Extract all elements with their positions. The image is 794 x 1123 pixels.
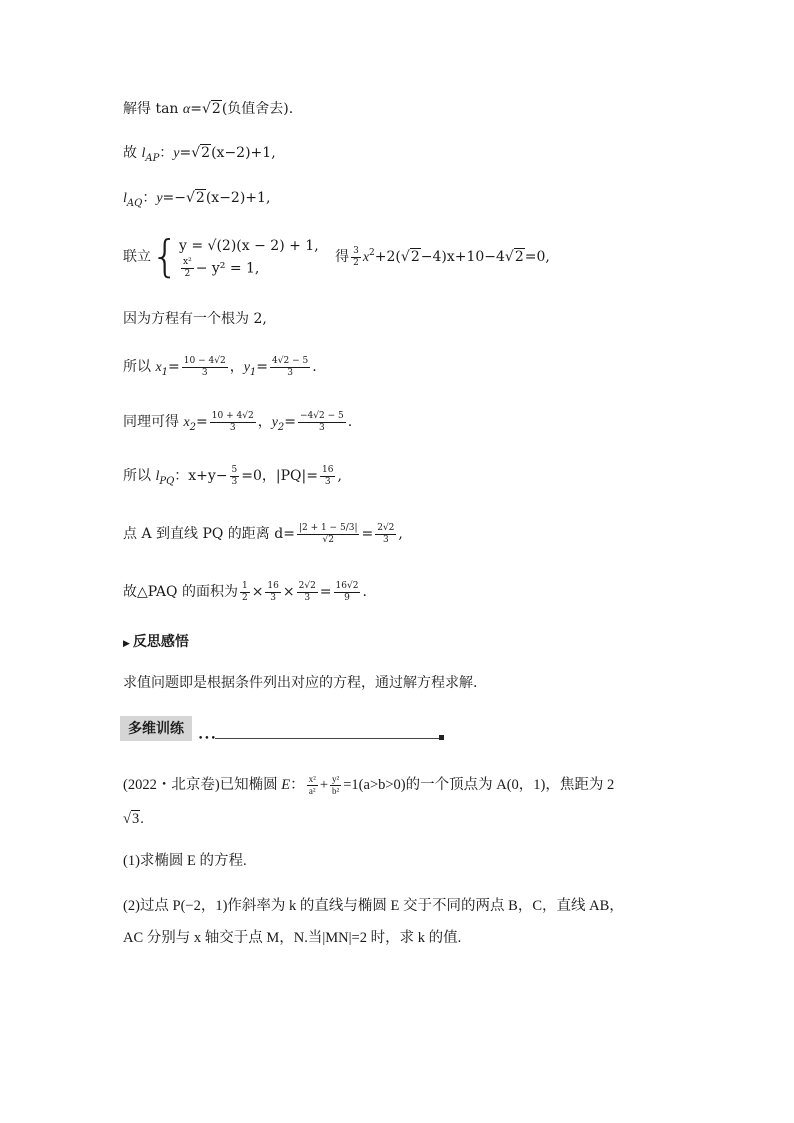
frac-denominator: 9 bbox=[344, 592, 350, 603]
subscript: 1 bbox=[249, 367, 257, 378]
exercise-problem-line1 bbox=[123, 771, 614, 799]
frac-denominator: a² bbox=[308, 786, 316, 797]
line-symbol: l bbox=[155, 469, 160, 484]
frac-numerator: 16 bbox=[321, 464, 334, 475]
frac-numerator: 10 − 4√2 bbox=[183, 355, 226, 366]
text: (x−2)+1, bbox=[205, 190, 271, 206]
frac-numerator: 2√2 bbox=[377, 522, 395, 533]
subscript: 1 bbox=[161, 367, 169, 378]
colon: ： bbox=[159, 145, 174, 161]
frac-denominator: 3 bbox=[229, 422, 236, 433]
text: (负值舍去). bbox=[221, 101, 294, 117]
text: (2)过点 P(−2，1)作斜率为 k 的直线与椭圆 E 交于不同的两点 B，C，直线 AB， bbox=[123, 898, 624, 914]
solution-line-lpq bbox=[123, 462, 342, 496]
text: . bbox=[347, 414, 353, 430]
frac-numerator: |2 + 1 − 5/3| bbox=[298, 522, 358, 533]
frac-denominator: 3 bbox=[324, 476, 331, 487]
frac-denominator: 3 bbox=[201, 367, 208, 378]
text: 故 bbox=[123, 145, 142, 161]
x-symbol: x bbox=[155, 360, 162, 375]
sqrt-value: 2 bbox=[201, 145, 211, 161]
solution-line-root bbox=[123, 309, 267, 329]
text: 所以 bbox=[123, 468, 156, 484]
text: =0, bbox=[524, 249, 550, 265]
frac-denominator: 3 bbox=[304, 592, 311, 603]
solution-line-laq: $l_{AQ}$：y=−√2(x−2)+1, bbox=[123, 190, 271, 209]
text: =0，|PQ|= bbox=[241, 468, 318, 484]
colon: ： bbox=[174, 468, 189, 484]
y-symbol: y bbox=[243, 360, 250, 375]
exercise-question-1 bbox=[123, 850, 247, 872]
text: 得 bbox=[335, 249, 350, 265]
frac-numerator: 2√2 bbox=[298, 580, 316, 591]
frac-denominator: 3 bbox=[319, 422, 325, 433]
equals: = bbox=[361, 526, 374, 542]
colon: ： bbox=[142, 190, 157, 206]
times: × bbox=[251, 584, 264, 600]
reflection-heading bbox=[123, 631, 189, 651]
solution-line-lap: 故 $l_{AP}$：y=√2(x−2)+1, bbox=[123, 145, 276, 164]
frac-denominator: b² bbox=[332, 786, 340, 797]
text: 因为方程有一个根为 2, bbox=[123, 311, 267, 327]
exercise-question-2-line2 bbox=[123, 927, 461, 949]
equation-system bbox=[179, 235, 319, 280]
text: 所以 bbox=[123, 359, 156, 375]
equals: = bbox=[179, 145, 192, 161]
text: − y² = 1, bbox=[195, 260, 260, 276]
frac-numerator: 3 bbox=[353, 245, 359, 256]
frac-denominator: √2 bbox=[322, 534, 334, 545]
text: (1)求椭圆 E 的方程. bbox=[123, 853, 247, 869]
text: 故△PAQ 的面积为 bbox=[123, 584, 238, 600]
frac-numerator: 16 bbox=[267, 580, 279, 591]
equals: = bbox=[168, 359, 180, 375]
plus: + bbox=[319, 777, 329, 793]
text: (x−2)+1, bbox=[211, 145, 276, 161]
solution-line-area bbox=[123, 578, 367, 606]
banner-title: 多维训练 bbox=[120, 716, 192, 741]
frac-denominator: 2 bbox=[184, 268, 191, 279]
text: . bbox=[312, 359, 317, 375]
sqrt-value: 2 bbox=[514, 249, 524, 265]
frac-denominator: 2 bbox=[353, 257, 359, 268]
subscript: PQ bbox=[159, 476, 175, 487]
text: . bbox=[362, 584, 367, 600]
text: . bbox=[140, 811, 144, 827]
equals: = bbox=[256, 359, 269, 375]
frac-denominator: 3 bbox=[231, 476, 238, 487]
text: , bbox=[337, 468, 342, 484]
exercise-problem-line2: √3. bbox=[123, 811, 144, 827]
times: × bbox=[282, 584, 295, 600]
subscript: 2 bbox=[277, 422, 285, 433]
solution-line-x1y1 bbox=[123, 353, 317, 387]
system-eq-2 bbox=[179, 257, 319, 280]
ellipse-name: E bbox=[281, 777, 291, 793]
sqrt-value: 2 bbox=[195, 190, 205, 206]
frac-numerator: 5 bbox=[231, 464, 238, 475]
equals: = bbox=[190, 101, 202, 117]
banner-end-square-icon bbox=[439, 735, 444, 740]
text: 同理可得 bbox=[123, 414, 184, 430]
exercise-question-2-line1 bbox=[123, 895, 624, 917]
equals: =− bbox=[162, 190, 186, 206]
system-eq-1: y = √(2)(x − 2) + 1, bbox=[179, 237, 319, 254]
text: 联立 bbox=[123, 249, 151, 265]
subscript: AP bbox=[145, 153, 160, 164]
section-banner bbox=[120, 714, 445, 744]
sqrt-value: 2 bbox=[410, 249, 420, 265]
text: =1(a>b>0)的一个顶点为 A(0，1)，焦距为 2 bbox=[343, 777, 615, 793]
frac-denominator: 3 bbox=[270, 592, 277, 603]
brace-icon: { bbox=[151, 231, 179, 282]
banner-dots-icon: ••• bbox=[198, 734, 217, 744]
equals: = bbox=[196, 414, 208, 430]
frac-numerator: −4√2 − 5 bbox=[300, 410, 344, 421]
comma: ， bbox=[229, 359, 244, 375]
frac-numerator: x² bbox=[308, 774, 316, 785]
solution-line-x2y2 bbox=[123, 408, 352, 442]
alpha-symbol: α bbox=[182, 102, 191, 117]
solution-line-tan: 解得 tan α=√2(负值舍去). bbox=[123, 101, 294, 117]
comma: ， bbox=[257, 414, 272, 430]
text: 点 A 到直线 PQ 的距离 d= bbox=[123, 526, 295, 542]
line-symbol: l bbox=[123, 191, 127, 206]
equals: = bbox=[284, 414, 297, 430]
solution-line-distance bbox=[123, 516, 403, 552]
subscript: 2 bbox=[189, 422, 197, 433]
text: (2022・北京卷)已知椭圆 bbox=[123, 777, 282, 793]
y-symbol: y bbox=[271, 415, 278, 430]
frac-numerator: 10 + 4√2 bbox=[211, 410, 254, 421]
reflection-text bbox=[123, 673, 477, 693]
sqrt-value: 2 bbox=[211, 101, 221, 117]
line-symbol: l bbox=[141, 146, 146, 161]
frac-numerator: y² bbox=[332, 774, 340, 785]
superscript: 2 bbox=[369, 248, 375, 258]
y-symbol: y bbox=[156, 191, 163, 206]
x-symbol: x bbox=[183, 415, 190, 430]
text: 求值问题即是根据条件列出对应的方程，通过解方程求解. bbox=[123, 675, 478, 691]
x-symbol: x bbox=[362, 250, 370, 265]
frac-denominator: 2 bbox=[241, 592, 248, 603]
y-symbol: y bbox=[173, 146, 180, 161]
reflection-title: 反思感悟 bbox=[132, 634, 189, 650]
colon: ： bbox=[290, 777, 305, 793]
text: x+y− bbox=[188, 468, 228, 484]
frac-numerator: 4√2 − 5 bbox=[272, 355, 309, 366]
text: AC 分别与 x 轴交于点 M，N.当|MN|=2 时，求 k 的值. bbox=[123, 930, 462, 946]
sqrt-value: 3 bbox=[131, 811, 140, 827]
frac-numerator: 16√2 bbox=[335, 580, 359, 591]
triangle-marker-icon: ▶ bbox=[123, 639, 130, 649]
frac-numerator: x² bbox=[183, 256, 192, 267]
text: +2( bbox=[374, 249, 401, 265]
banner-rule bbox=[215, 738, 440, 739]
text: , bbox=[398, 526, 403, 542]
text: 解得 tan bbox=[123, 101, 183, 117]
frac-numerator: 1 bbox=[241, 580, 248, 591]
equals: = bbox=[319, 584, 332, 600]
solution-line-system: 联立{ y = √(2)(x − 2) + 1, $\frac{\text{x²}}{2}$ − y² = 1, 得 $\frac{3}{2}$ $x^2+2(√2-4)x+10-4√2=0$, bbox=[123, 231, 550, 282]
subscript: AQ bbox=[126, 198, 143, 209]
text: −4)x+10−4 bbox=[420, 249, 505, 265]
frac-denominator: 3 bbox=[287, 367, 293, 378]
frac-denominator: 3 bbox=[382, 534, 389, 545]
